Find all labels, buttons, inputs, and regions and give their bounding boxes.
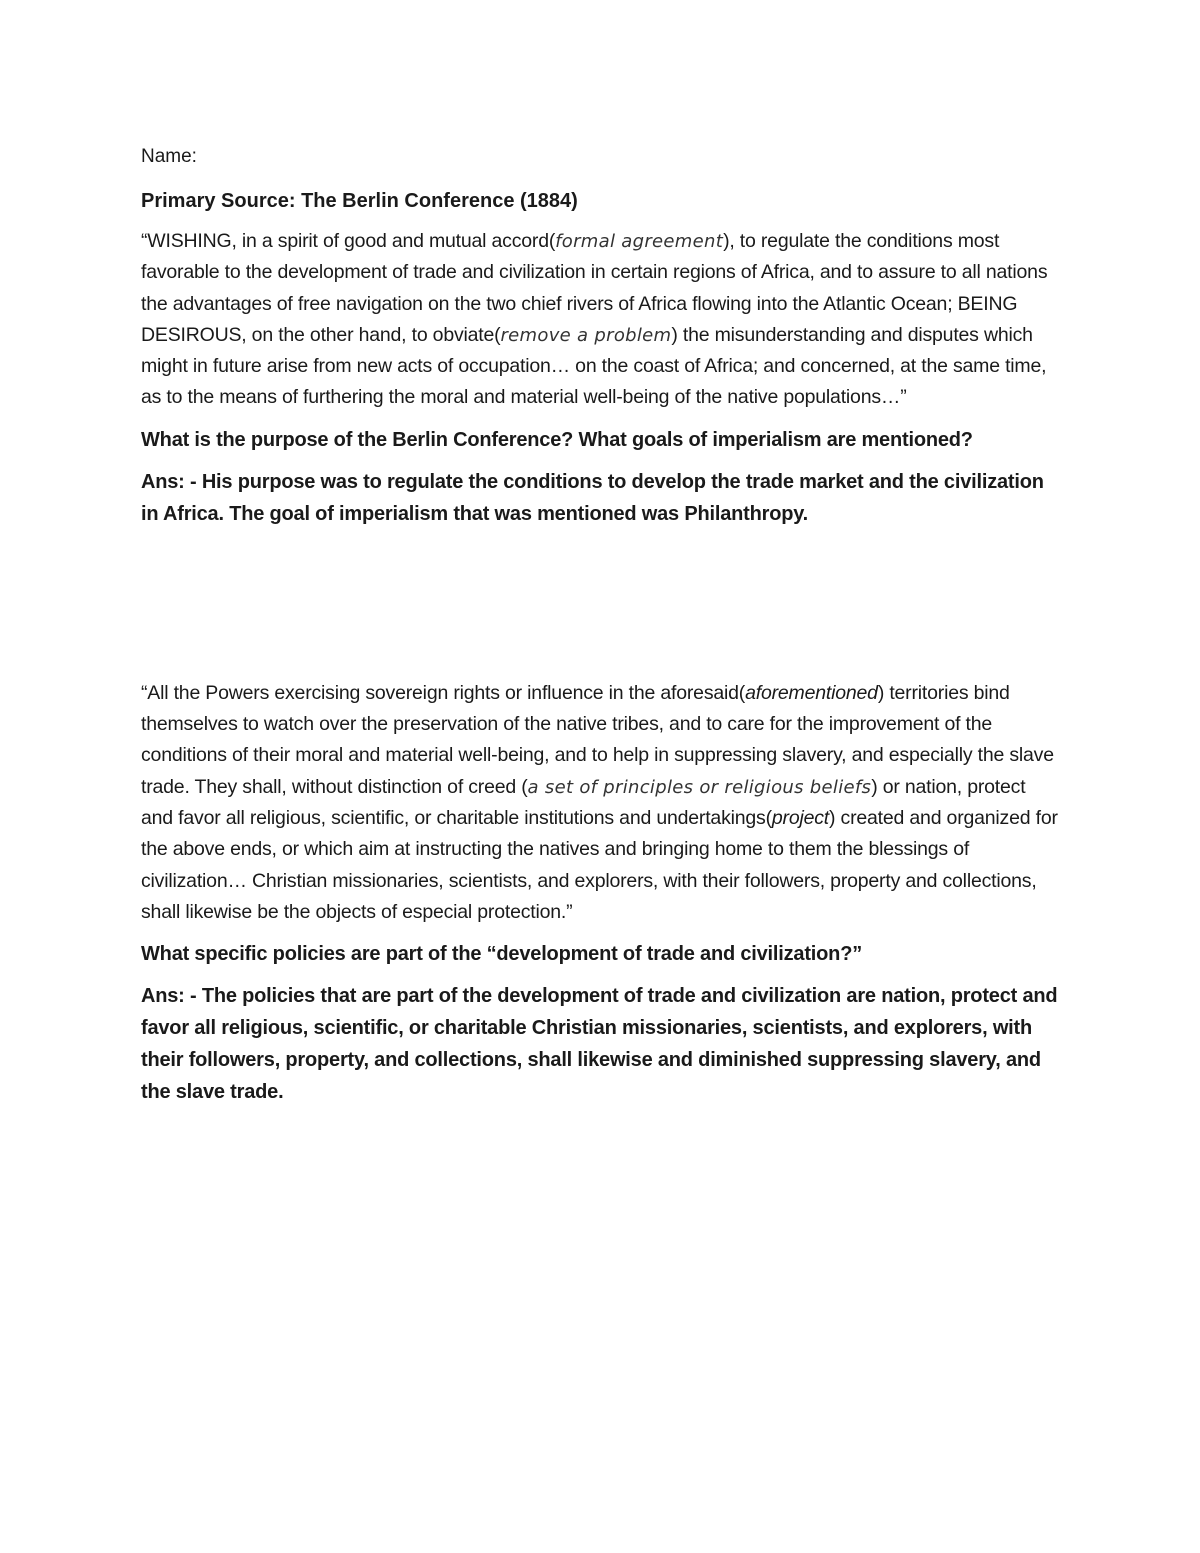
answer-2: Ans: - The policies that are part of the development of trade and civilization are nation, protect and favor all religious, scientific, or charitable Christian missionaries, scientists, and explorers, with their followers, property, and collections, shall likewise and diminished suppressing slavery, and the slave trade. [141,985,1058,1104]
quote-1-text-c: ) the misunderstanding and disputes which might in future arise from new acts of occupation… on the coast of Africa; and concerned, at the same time, as to the means of furthering the moral and material well-being of the native populations…” [141,323,1047,409]
quote-1-text-b: ), to regulate the conditions most favorable to the development of trade and civilization in certain regions of Africa, and to assure to all nations the advantages of free navigation on the two chief rivers of Africa flowing into the Atlantic Ocean; BEING DESIROUS, on the other hand, to obviate( [141,230,1048,346]
quote-2 [141,678,1061,928]
quote-1-gloss-formal-agreement: formal agreement [555,231,724,252]
quote-2-gloss-project: project [771,806,830,829]
quote-2-gloss-creed: a set of principles or religious beliefs [527,776,872,798]
quote-1 [141,226,1061,414]
document-page [141,140,1061,1108]
quote-1-gloss-remove-a-problem: remove a problem [500,324,672,346]
quote-2-text-b: ) territories bind themselves to watch over the preservation of the native tribes, and to care for the improvement of the conditions of their moral and material well-being, and to help in suppressing slavery, and especially the slave trade. They shall, without distinction of creed ( [141,681,1054,798]
quote-2-text-a: “All the Powers exercising sovereign rights or influence in the aforesaid( [141,681,746,704]
answer-1: Ans: - His purpose was to regulate the conditions to develop the trade market and the civilization in Africa. The goal of imperialism that was mentioned was Philanthropy. [141,470,1044,525]
blank-space [141,530,1061,678]
document-title: Primary Source: The Berlin Conference (1884) [141,190,578,212]
quote-1-text-a: “WISHING, in a spirit of good and mutual accord( [141,230,556,252]
quote-2-gloss-aforementioned: aforementioned [745,681,878,704]
question-2: What specific policies are part of the “development of trade and civilization?” [141,943,863,966]
name-label: Name: [141,146,197,167]
question-1: What is the purpose of the Berlin Conference? What goals of imperialism are mentioned? [141,428,973,451]
quote-2-text-c: ) or nation, protect and favor all religious, scientific, or charitable institutions and undertakings( [141,775,1026,829]
quote-2-text-d: ) created and organized for the above ends, or which aim at instructing the natives and bringing home to them the blessings of civilization… Christian missionaries, scientists, and explorers, with their followers, property and collections, shall likewise be the objects of especial protection.” [141,806,1058,923]
